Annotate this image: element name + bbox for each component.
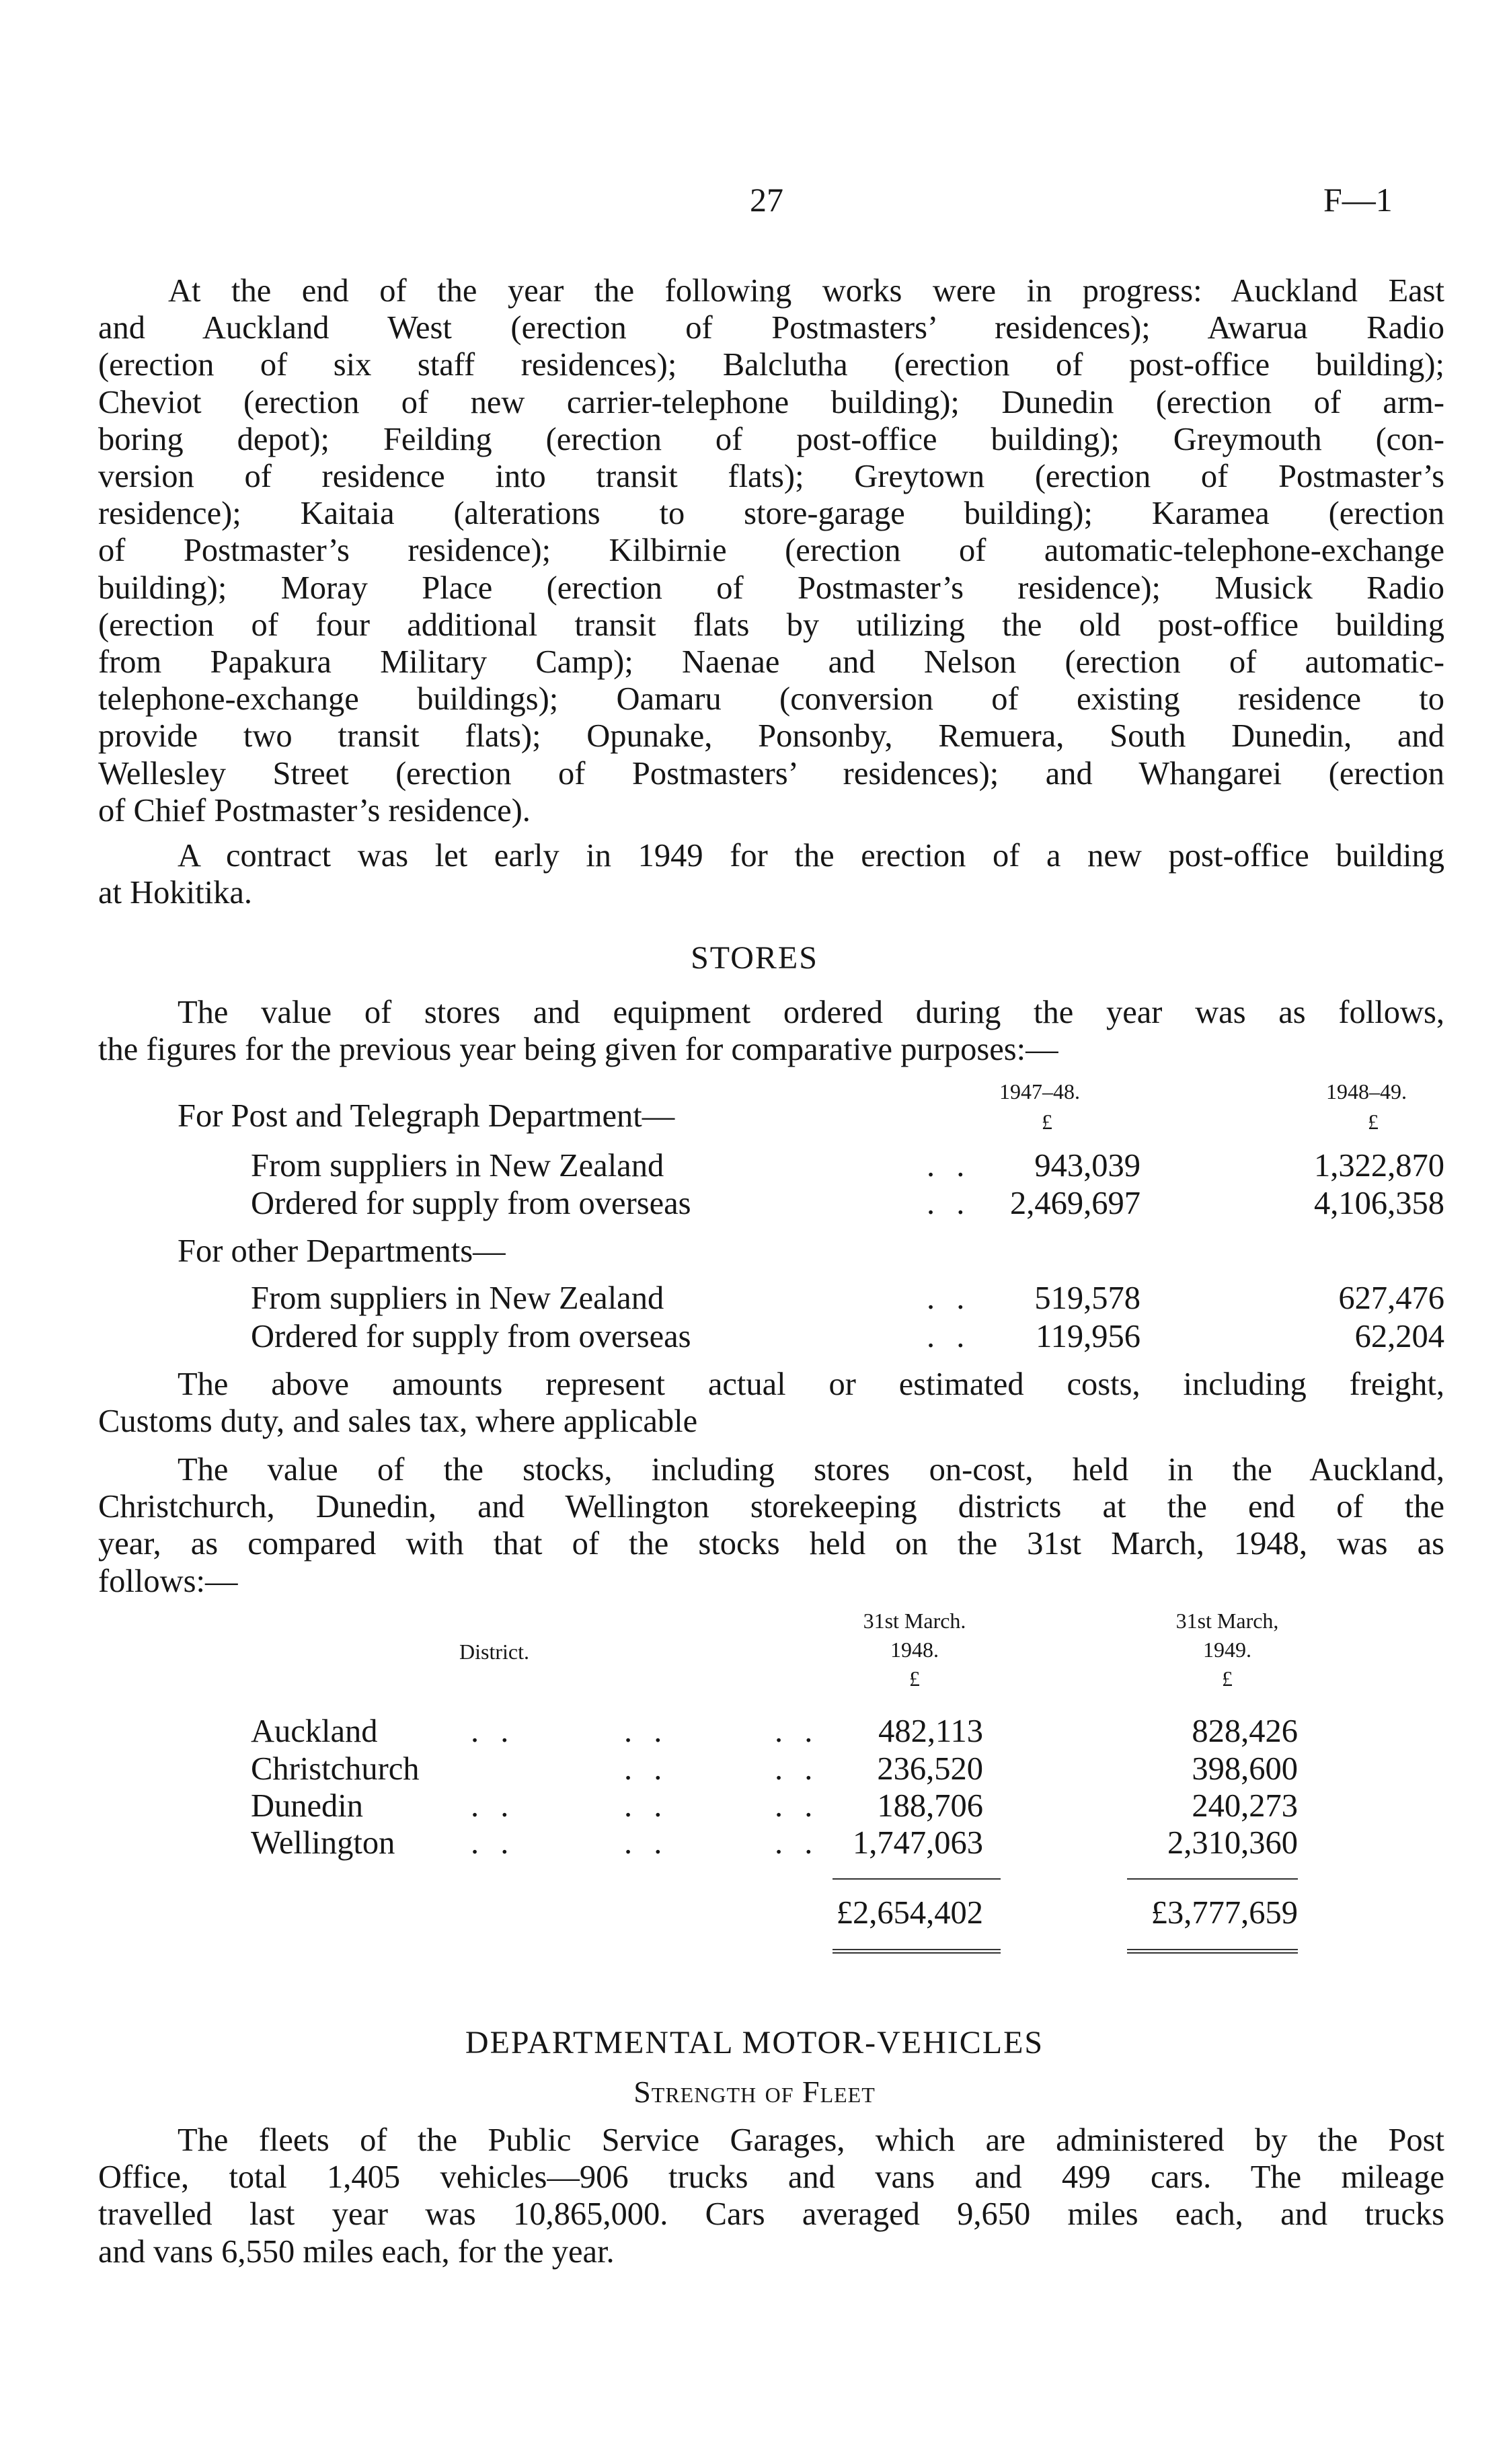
value-1948: 236,520 <box>877 1751 983 1787</box>
district-name: Wellington <box>251 1825 395 1861</box>
text-line: and vans 6,550 miles each, for the year. <box>98 2233 615 2270</box>
col1-header-line: 31st March. <box>863 1609 966 1633</box>
value-1947-48: 943,039 <box>1034 1148 1140 1184</box>
text-line: building); Moray Place (erection of Postmaster’s residence); Musick Radio <box>98 570 1444 606</box>
group-label: For other Departments— <box>178 1233 506 1269</box>
text-line: Christchurch, Dunedin, and Wellington storekeeping districts at the end of the <box>98 1489 1444 1525</box>
text-line: A contract was let early in 1949 for the erection of a new post-office building <box>178 838 1444 874</box>
leader-dots: . . <box>775 1788 820 1824</box>
text-line: The value of stores and equipment ordered during the year was as follows, <box>178 995 1444 1030</box>
value-1948-49: 4,106,358 <box>1314 1186 1444 1221</box>
contract-paragraph <box>98 837 1444 911</box>
value-1948-49: 627,476 <box>1338 1280 1444 1316</box>
leader-dots: . . <box>624 1825 669 1861</box>
stores-intro <box>98 994 1444 1068</box>
report-code: F—1 <box>1323 181 1393 219</box>
text-line: from Papakura Military Camp); Naenae and Nelson (erection of automatic- <box>98 644 1444 681</box>
text-line: the figures for the previous year being given for comparative purposes:— <box>98 1032 1058 1068</box>
page-number: 27 <box>750 181 783 219</box>
motor-paragraph <box>98 2122 1444 2270</box>
text-line: year, as compared with that of the stocks held on the 31st March, 1948, was as <box>98 1526 1444 1562</box>
text-line: At the end of the year the following works were in progress: Auckland East <box>168 273 1444 309</box>
district-name: Christchurch <box>251 1751 420 1787</box>
value-1948-49: 62,204 <box>1354 1319 1444 1354</box>
text-line: of Postmaster’s residence); Kilbirnie (erection of automatic-telephone-exchange <box>98 533 1444 569</box>
currency-symbol: £ <box>1042 1110 1052 1134</box>
col-header-1948-49: 1948–49. <box>1326 1079 1407 1104</box>
value-1947-48: 519,578 <box>1034 1280 1140 1316</box>
text-line: The value of the stocks, including stores on-cost, held in the Auckland, <box>178 1452 1444 1488</box>
text-line: version of residence into transit flats); Greytown (erection of Postmaster’s <box>98 459 1444 495</box>
district-header: District. <box>459 1640 529 1664</box>
row-label: From suppliers in New Zealand <box>251 1148 664 1184</box>
value-1948: 1,747,063 <box>853 1825 983 1861</box>
subtotal-rule <box>1127 1878 1298 1880</box>
currency-symbol: £ <box>1368 1110 1379 1134</box>
leader-dots: . . <box>775 1825 820 1861</box>
value-1949: 398,600 <box>1192 1751 1298 1787</box>
text-line: of Chief Postmaster’s residence). <box>98 792 531 829</box>
text-line: provide two transit flats); Opunake, Ponsonby, Remuera, South Dunedin, and <box>98 718 1444 755</box>
total-double-rule <box>1127 1949 1298 1954</box>
value-1947-48: 119,956 <box>1036 1319 1140 1354</box>
text-line: Customs duty, and sales tax, where applicable <box>98 1403 698 1440</box>
district-name: Dunedin <box>251 1788 364 1824</box>
text-line: boring depot); Feilding (erection of post-office building); Greymouth (con- <box>98 421 1444 457</box>
text-line: The fleets of the Public Service Garages, which are administered by the Post <box>178 2122 1444 2158</box>
text-line: follows:— <box>98 1563 238 1599</box>
value-1949: 240,273 <box>1192 1788 1298 1824</box>
currency-symbol: £ <box>1222 1666 1233 1691</box>
leader-dots: . . <box>624 1714 669 1749</box>
leader-dots: . . <box>927 1280 972 1316</box>
value-1948: 482,113 <box>878 1714 983 1749</box>
text-line: Cheviot (erection of new carrier-telephone building); Dunedin (erection of arm- <box>98 384 1444 420</box>
works-paragraph <box>98 272 1444 829</box>
leader-dots: . . <box>471 1714 516 1749</box>
col2-header-line: 31st March, <box>1175 1609 1279 1633</box>
strength-of-fleet-subheading: Strength of Fleet <box>633 2075 876 2109</box>
leader-dots: . . <box>624 1751 669 1787</box>
col2-header-line: 1949. <box>1203 1638 1251 1662</box>
total-double-rule <box>833 1949 1001 1954</box>
text-line: (erection of six staff residences); Balclutha (erection of post-office building); <box>98 347 1444 383</box>
total-1948: £2,654,402 <box>836 1895 983 1931</box>
leader-dots: . . <box>775 1751 820 1787</box>
total-1949: £3,777,659 <box>1151 1895 1298 1931</box>
text-line: The above amounts represent actual or estimated costs, including freight, <box>178 1366 1444 1402</box>
district-name: Auckland <box>251 1714 378 1749</box>
text-line: (erection of four additional transit flats by utilizing the old post-office building <box>98 607 1444 643</box>
row-label: Ordered for supply from overseas <box>251 1319 691 1354</box>
value-1947-48: 2,469,697 <box>1010 1186 1140 1221</box>
text-line: residence); Kaitaia (alterations to store-garage building); Karamea (erection <box>98 496 1444 532</box>
leader-dots: . . <box>927 1148 972 1184</box>
text-line: Wellesley Street (erection of Postmasters’ residences); and Whangarei (erection <box>98 755 1444 792</box>
leader-dots: . . <box>927 1186 972 1221</box>
value-1949: 2,310,360 <box>1167 1825 1298 1861</box>
text-line: travelled last year was 10,865,000. Cars averaged 9,650 miles each, and trucks <box>98 2196 1444 2233</box>
stores-heading: STORES <box>691 940 818 976</box>
group-label: For Post and Telegraph Department— <box>178 1098 675 1134</box>
leader-dots: . . <box>624 1788 669 1824</box>
value-1948-49: 1,322,870 <box>1314 1148 1444 1184</box>
leader-dots: . . <box>927 1319 972 1354</box>
text-line: and Auckland West (erection of Postmasters’ residences); Awarua Radio <box>98 310 1444 346</box>
stocks-intro <box>98 1451 1444 1600</box>
motor-vehicles-heading: DEPARTMENTAL MOTOR-VEHICLES <box>465 2025 1044 2061</box>
text-line: Office, total 1,405 vehicles—906 trucks and vans and 499 cars. The mileage <box>98 2159 1444 2196</box>
text-line: telephone-exchange buildings); Oamaru (conversion of existing residence to <box>98 681 1444 718</box>
leader-dots: . . <box>471 1825 516 1861</box>
col-header-1947-48: 1947–48. <box>999 1079 1080 1104</box>
subtotal-rule <box>833 1878 1001 1880</box>
value-1948: 188,706 <box>877 1788 983 1824</box>
row-label: From suppliers in New Zealand <box>251 1280 664 1316</box>
stores-note <box>98 1366 1444 1440</box>
leader-dots: . . <box>775 1714 820 1749</box>
text-line: at Hokitika. <box>98 875 252 911</box>
leader-dots: . . <box>471 1788 516 1824</box>
col1-header-line: 1948. <box>890 1638 939 1662</box>
value-1949: 828,426 <box>1192 1714 1298 1749</box>
currency-symbol: £ <box>909 1666 920 1691</box>
row-label: Ordered for supply from overseas <box>251 1186 691 1221</box>
